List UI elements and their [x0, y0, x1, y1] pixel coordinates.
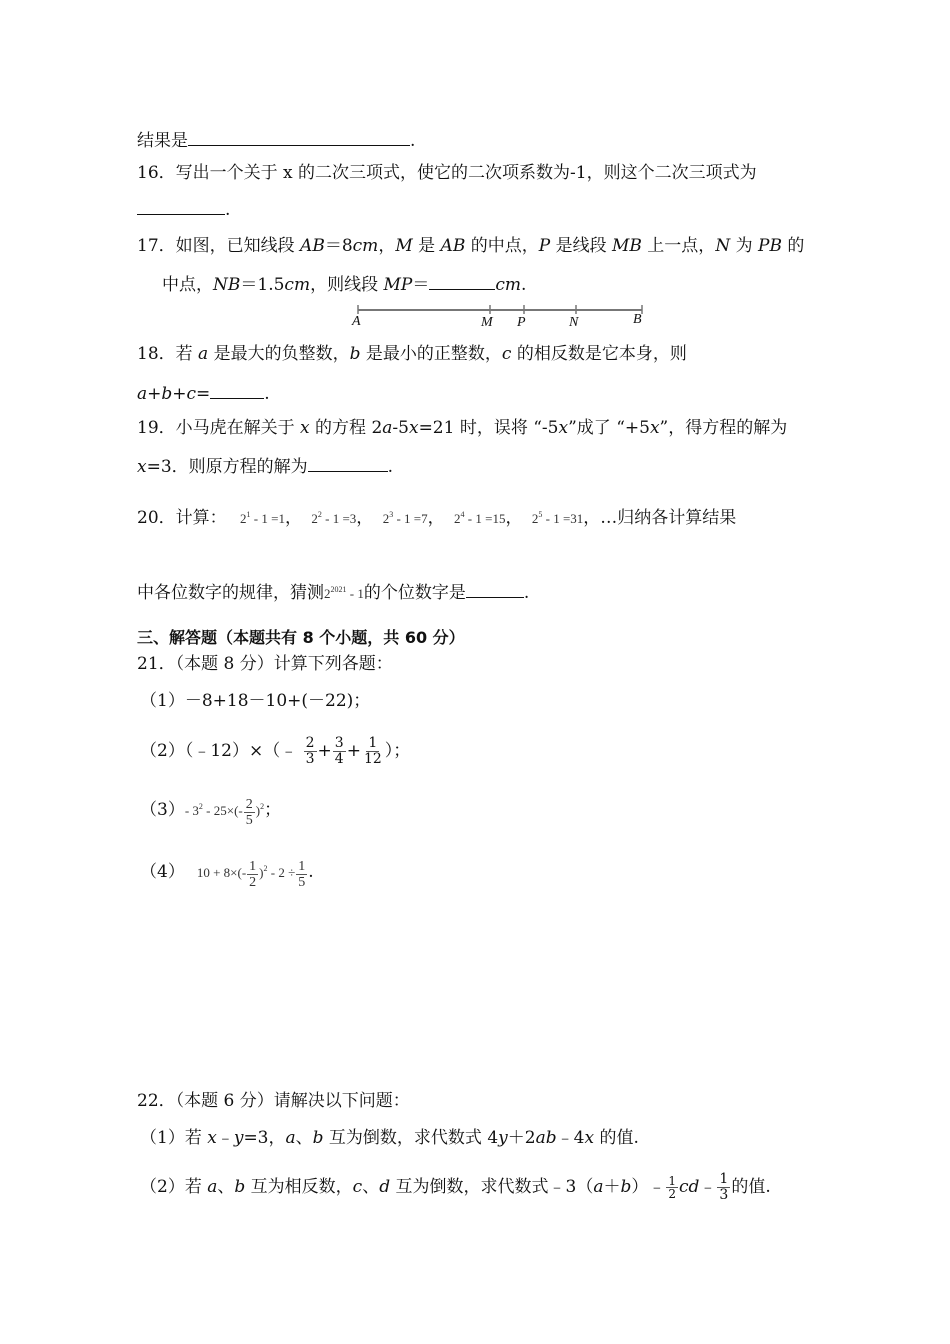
answer-blank[interactable]	[466, 579, 524, 598]
q21-part4: （4） 10 + 8×(- $\frac{1}{2}$ )$^2$ - 2 ÷ $\frac{1}{5}$ .	[140, 858, 314, 890]
calc-expression: $2^4 - 1 =15$	[454, 510, 506, 526]
fraction: $\frac{2}{3}$	[305, 735, 315, 767]
question-19-line2: x=3．则原方程的解为 .	[137, 453, 393, 479]
q15-tail: 结果是 .	[137, 127, 415, 153]
calc-expression: $2^1 - 1 =1$	[240, 510, 285, 526]
calc-expression: $2^5 - 1 =31$	[531, 510, 584, 526]
q21-part3: （3）- $3^2 - 25\times(-$ $\frac{2}{5}$ )$^2$；	[140, 796, 282, 828]
question-16-answer: .	[137, 196, 230, 222]
label-n: N	[569, 315, 579, 330]
fraction: $\frac{1}{3}$	[719, 1171, 729, 1203]
question-18-line2: a+b+c= .	[137, 380, 270, 406]
question-18-line1: 18．若 a 是最大的负整数，b 是最小的正整数，c 的相反数是它本身，则	[137, 344, 687, 364]
fraction: $\frac{1}{12}$	[363, 735, 382, 767]
q21-part1: （1）－8+18－10+(－22)；	[140, 691, 371, 711]
calc-expression: $2^3 - 1 =7$	[382, 510, 428, 526]
answer-blank[interactable]	[429, 271, 495, 290]
label-p: P	[517, 315, 526, 330]
answer-blank[interactable]	[210, 380, 264, 399]
question-17-line2: 中点，NB＝1.5cm，则线段 MP＝ cm.	[162, 271, 526, 297]
fraction: $\frac{1}{5}$	[298, 858, 306, 890]
answer-blank[interactable]	[308, 453, 388, 472]
question-16: 16．写出一个关于 x 的二次三项式，使它的二次项系数为-1，则这个二次三项式为	[137, 163, 757, 183]
section-heading: 三、解答题（本题共有 8 个小题，共 60 分）	[137, 628, 465, 647]
label-m: M	[481, 315, 493, 330]
q22-part2: （2）若 a、b 互为相反数，c、d 互为倒数，求代数式﹣3（a＋b）﹣ $\frac{1}{2}$ cd﹣ $\frac{1}{3}$ 的值.	[140, 1171, 771, 1203]
q21-part2: （2）（﹣12）×（﹣ $\frac{2}{3}$ + $\frac{3}{4}$ + $\frac{1}{12}$ ）；	[140, 735, 411, 767]
question-17-line1: 17．如图，已知线段 AB＝8cm，M 是 AB 的中点，P 是线段 MB 上一点，N 为 PB 的	[137, 236, 805, 256]
question-20-line1: 20．计算： $2^1 - 1 =1$， $2^2 - 1 =3$， $2^3 - 1 =7$， $2^4 - 1 =15$， $2^5 - 1 =31$，…归纳各计算结果	[137, 508, 737, 528]
fraction: $\frac{1}{2}$	[249, 858, 257, 890]
answer-blank[interactable]	[188, 127, 410, 146]
fraction: $\frac{3}{4}$	[334, 735, 344, 767]
question-19-line1: 19．小马虎在解关于 x 的方程 2a-5x=21 时，误将 “-5x”成了 “+5x”，得方程的解为	[137, 418, 788, 438]
fraction: $\frac{1}{2}$	[668, 1174, 676, 1201]
segment-figure	[350, 302, 650, 338]
label-b: B	[633, 312, 642, 327]
segment-diagram	[350, 302, 650, 338]
question-22-header: 22．（本题 6 分）请解决以下问题：	[137, 1091, 410, 1111]
fraction: $\frac{2}{5}$	[245, 796, 253, 828]
calc-expression: $2^2 - 1 =3$	[311, 510, 357, 526]
question-20-line2: 中各位数字的规律，猜测$2^{2021} - 1$的个位数字是 .	[137, 578, 529, 606]
answer-blank[interactable]	[137, 196, 225, 215]
label-a: A	[352, 314, 361, 329]
question-21-header: 21．（本题 8 分）计算下列各题：	[137, 654, 393, 674]
q22-part1: （1）若 x﹣y=3，a、b 互为倒数，求代数式 4y＋2ab﹣4x 的值.	[140, 1128, 639, 1148]
